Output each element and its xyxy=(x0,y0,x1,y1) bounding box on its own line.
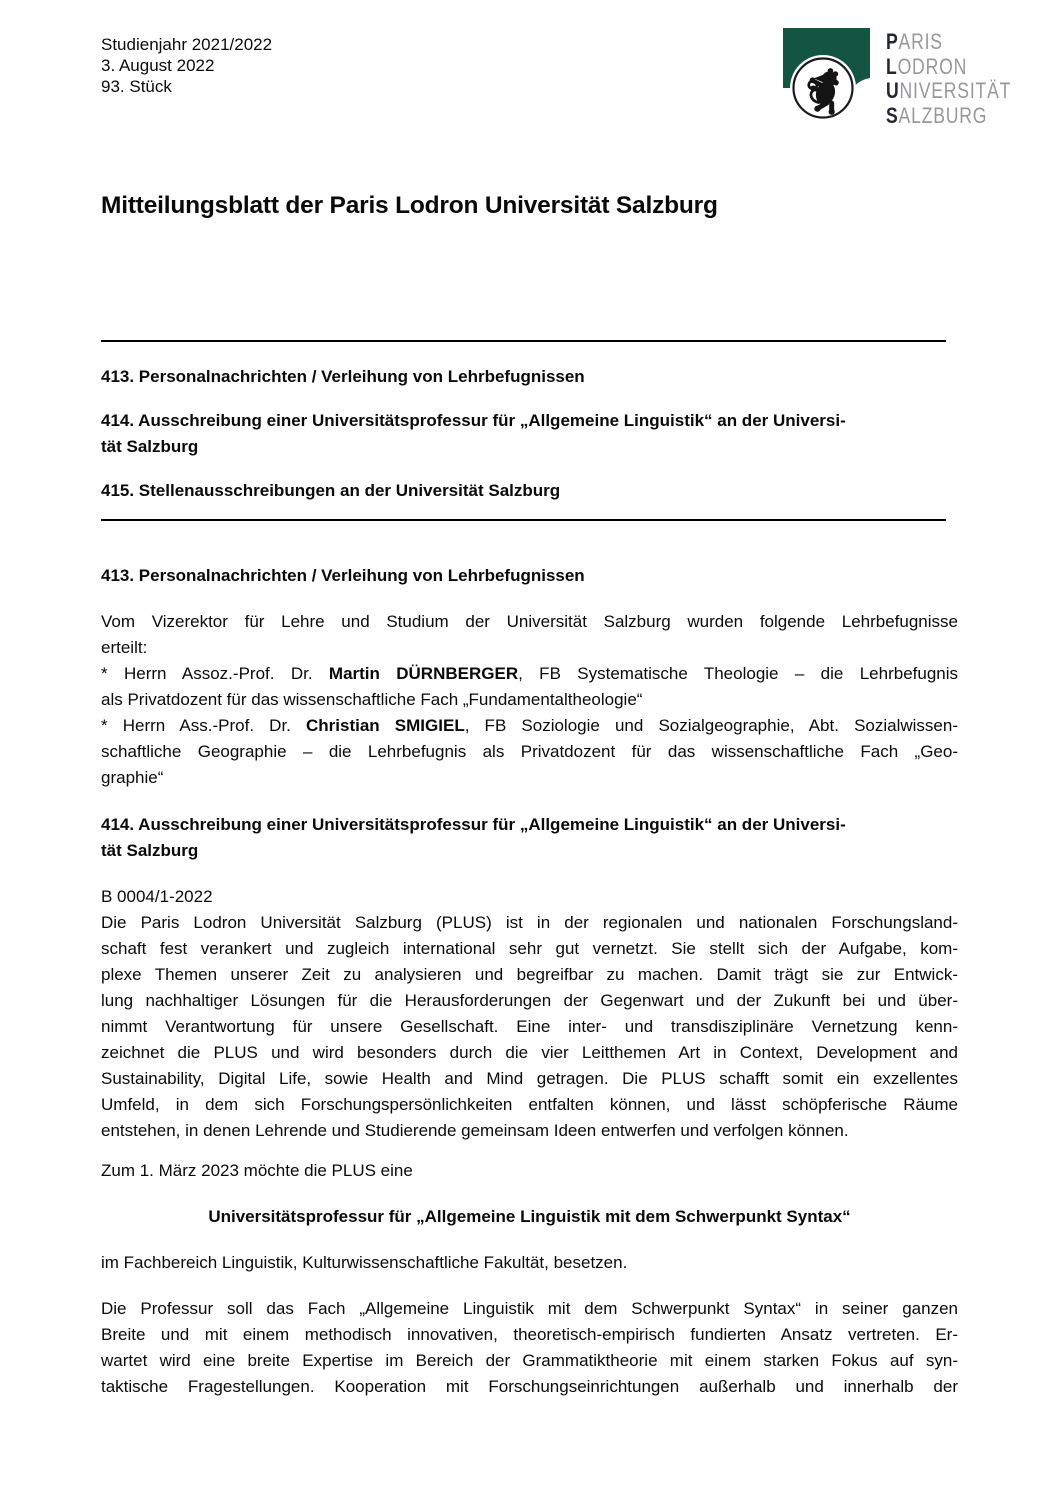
paragraph-line: schaft fest verankert und zugleich international sehr gut vernetzt. Sie stellt sich der Aufgabe, kom- xyxy=(101,939,958,958)
paragraph-line: lung nachhaltiger Lösungen für die Herausforderungen der Gegenwart und der Zukunft bei und über- xyxy=(101,991,958,1010)
logo-word xyxy=(886,55,1011,80)
logo-word xyxy=(886,79,1011,104)
logo-word-initial: L xyxy=(886,53,898,79)
heading-line: tät Salzburg xyxy=(101,841,199,860)
lion-seal-icon xyxy=(783,28,873,124)
logo-word-initial: U xyxy=(886,78,900,103)
page-header xyxy=(101,29,1012,134)
toc-entry-415 xyxy=(101,478,958,504)
document-body xyxy=(101,340,958,1400)
paragraph-line: Umfeld, in dem sich Forschungspersönlichkeiten entfalten können, und lässt schöpferische Räume xyxy=(101,1095,958,1114)
logo-word-rest: NIVERSITÄT xyxy=(899,78,1012,103)
paragraph-line: Die Paris Lodron Universität Salzburg (PLUS) ist in der regionalen und nationalen Forschungsland- xyxy=(101,913,958,932)
meta-stueck: 93. Stück xyxy=(101,77,172,96)
paragraph-line: entstehen, in denen Lehrende und Studierende gemeinsam Ideen entwerfen und verfolgen können. xyxy=(101,1121,849,1140)
paragraph-line: plexe Themen unserer Zeit zu analysieren und begreifbar zu machen. Damit trägt sie zur Entwick- xyxy=(101,965,958,984)
heading-line: 414. Ausschreibung einer Universitätsprofessur für „Allgemeine Linguistik“ an der Universi- xyxy=(101,411,846,430)
section-heading-414 xyxy=(101,812,958,864)
heading-line: tät Salzburg xyxy=(101,437,199,456)
paragraph-line: zeichnet die PLUS und wird besonders durch die vier Leitthemen Art in Context, Development and xyxy=(101,1043,958,1062)
paragraph-line: schaftliche Geographie – die Lehrbefugnis als Privatdozent für das wissenschaftliche Fach „Geo- xyxy=(101,742,958,761)
toc-entry-414 xyxy=(101,408,958,460)
logo-word-rest: ALZBURG xyxy=(898,102,988,128)
paragraph-line: B 0004/1-2022 xyxy=(101,887,213,906)
paragraph-line: * Herrn Ass.-Prof. Dr. Christian SMIGIEL, FB Soziologie und Sozialgeographie, Abt. Sozialwissen- xyxy=(101,716,959,735)
centered-heading-professur: Universitätsprofessur für „Allgemeine Linguistik mit dem Schwerpunkt Syntax“ xyxy=(208,1207,851,1226)
paragraph-414-intro xyxy=(101,884,958,1144)
paragraph-line: wartet wird eine breite Expertise im Bereich der Grammatiktheorie mit einem starken Fokus auf syn- xyxy=(101,1351,958,1370)
paragraph-line: * Herrn Assoz.-Prof. Dr. Martin DÜRNBERGER, FB Systematische Theologie – die Lehrbefugnis xyxy=(101,664,959,683)
toc-entry-413 xyxy=(101,364,958,390)
text-line-date: Zum 1. März 2023 möchte die PLUS eine xyxy=(101,1161,413,1180)
logo-word-initial: P xyxy=(886,29,899,54)
paragraph-line: erteilt: xyxy=(101,638,148,657)
paragraph-line: nimmt Verantwortung für unsere Gesellschaft. Eine inter- und transdisziplinäre Vernetzung kenn- xyxy=(101,1017,958,1036)
paragraph-line: Die Professur soll das Fach „Allgemeine Linguistik mit dem Schwerpunkt Syntax“ in seiner ganzen xyxy=(101,1299,958,1318)
paragraph-line: Vom Vizerektor für Lehre und Studium der Universität Salzburg wurden folgende Lehrbefugnisse xyxy=(101,612,958,631)
meta-studienjahr: Studienjahr 2021/2022 xyxy=(101,35,273,54)
paragraph-line: taktische Fragestellungen. Kooperation mit Forschungseinrichtungen außerhalb und innerhalb der xyxy=(101,1377,958,1396)
heading-line: 415. Stellenausschreibungen an der Universität Salzburg xyxy=(101,481,561,500)
paragraph-line: graphie“ xyxy=(101,768,164,787)
heading-line: 413. Personalnachrichten / Verleihung von Lehrbefugnissen xyxy=(101,566,585,585)
text-line-fachbereich: im Fachbereich Linguistik, Kulturwissenschaftliche Fakultät, besetzen. xyxy=(101,1253,628,1272)
page-title: Mitteilungsblatt der Paris Lodron Universität Salzburg xyxy=(101,192,718,219)
paragraph-414-professur xyxy=(101,1296,958,1400)
section-heading-413 xyxy=(101,563,958,589)
divider-bottom xyxy=(101,519,946,521)
paragraph-line: Breite und mit einem methodisch innovativen, theoretisch-empirisch fundierten Ansatz vertreten. Er- xyxy=(101,1325,958,1344)
logo-word xyxy=(886,30,1011,55)
university-logo xyxy=(783,28,1042,128)
meta-date: 3. August 2022 xyxy=(101,56,215,75)
logo-word-rest: ARIS xyxy=(898,29,943,54)
logo-wordmark xyxy=(886,30,1011,128)
paragraph-413 xyxy=(101,609,958,791)
paragraph-line: als Privatdozent für das wissenschaftliche Fach „Fundamentaltheologie“ xyxy=(101,690,643,709)
heading-line: 414. Ausschreibung einer Universitätsprofessur für „Allgemeine Linguistik“ an der Universi- xyxy=(101,815,846,834)
paragraph-line: Sustainability, Digital Life, sowie Health and Mind getragen. Die PLUS schafft somit ein exzellentes xyxy=(101,1069,958,1088)
logo-word-rest: ODRON xyxy=(897,53,968,79)
divider-top xyxy=(101,340,946,342)
logo-word xyxy=(886,104,1011,129)
logo-word-initial: S xyxy=(886,102,899,128)
heading-line: 413. Personalnachrichten / Verleihung von Lehrbefugnissen xyxy=(101,367,585,386)
